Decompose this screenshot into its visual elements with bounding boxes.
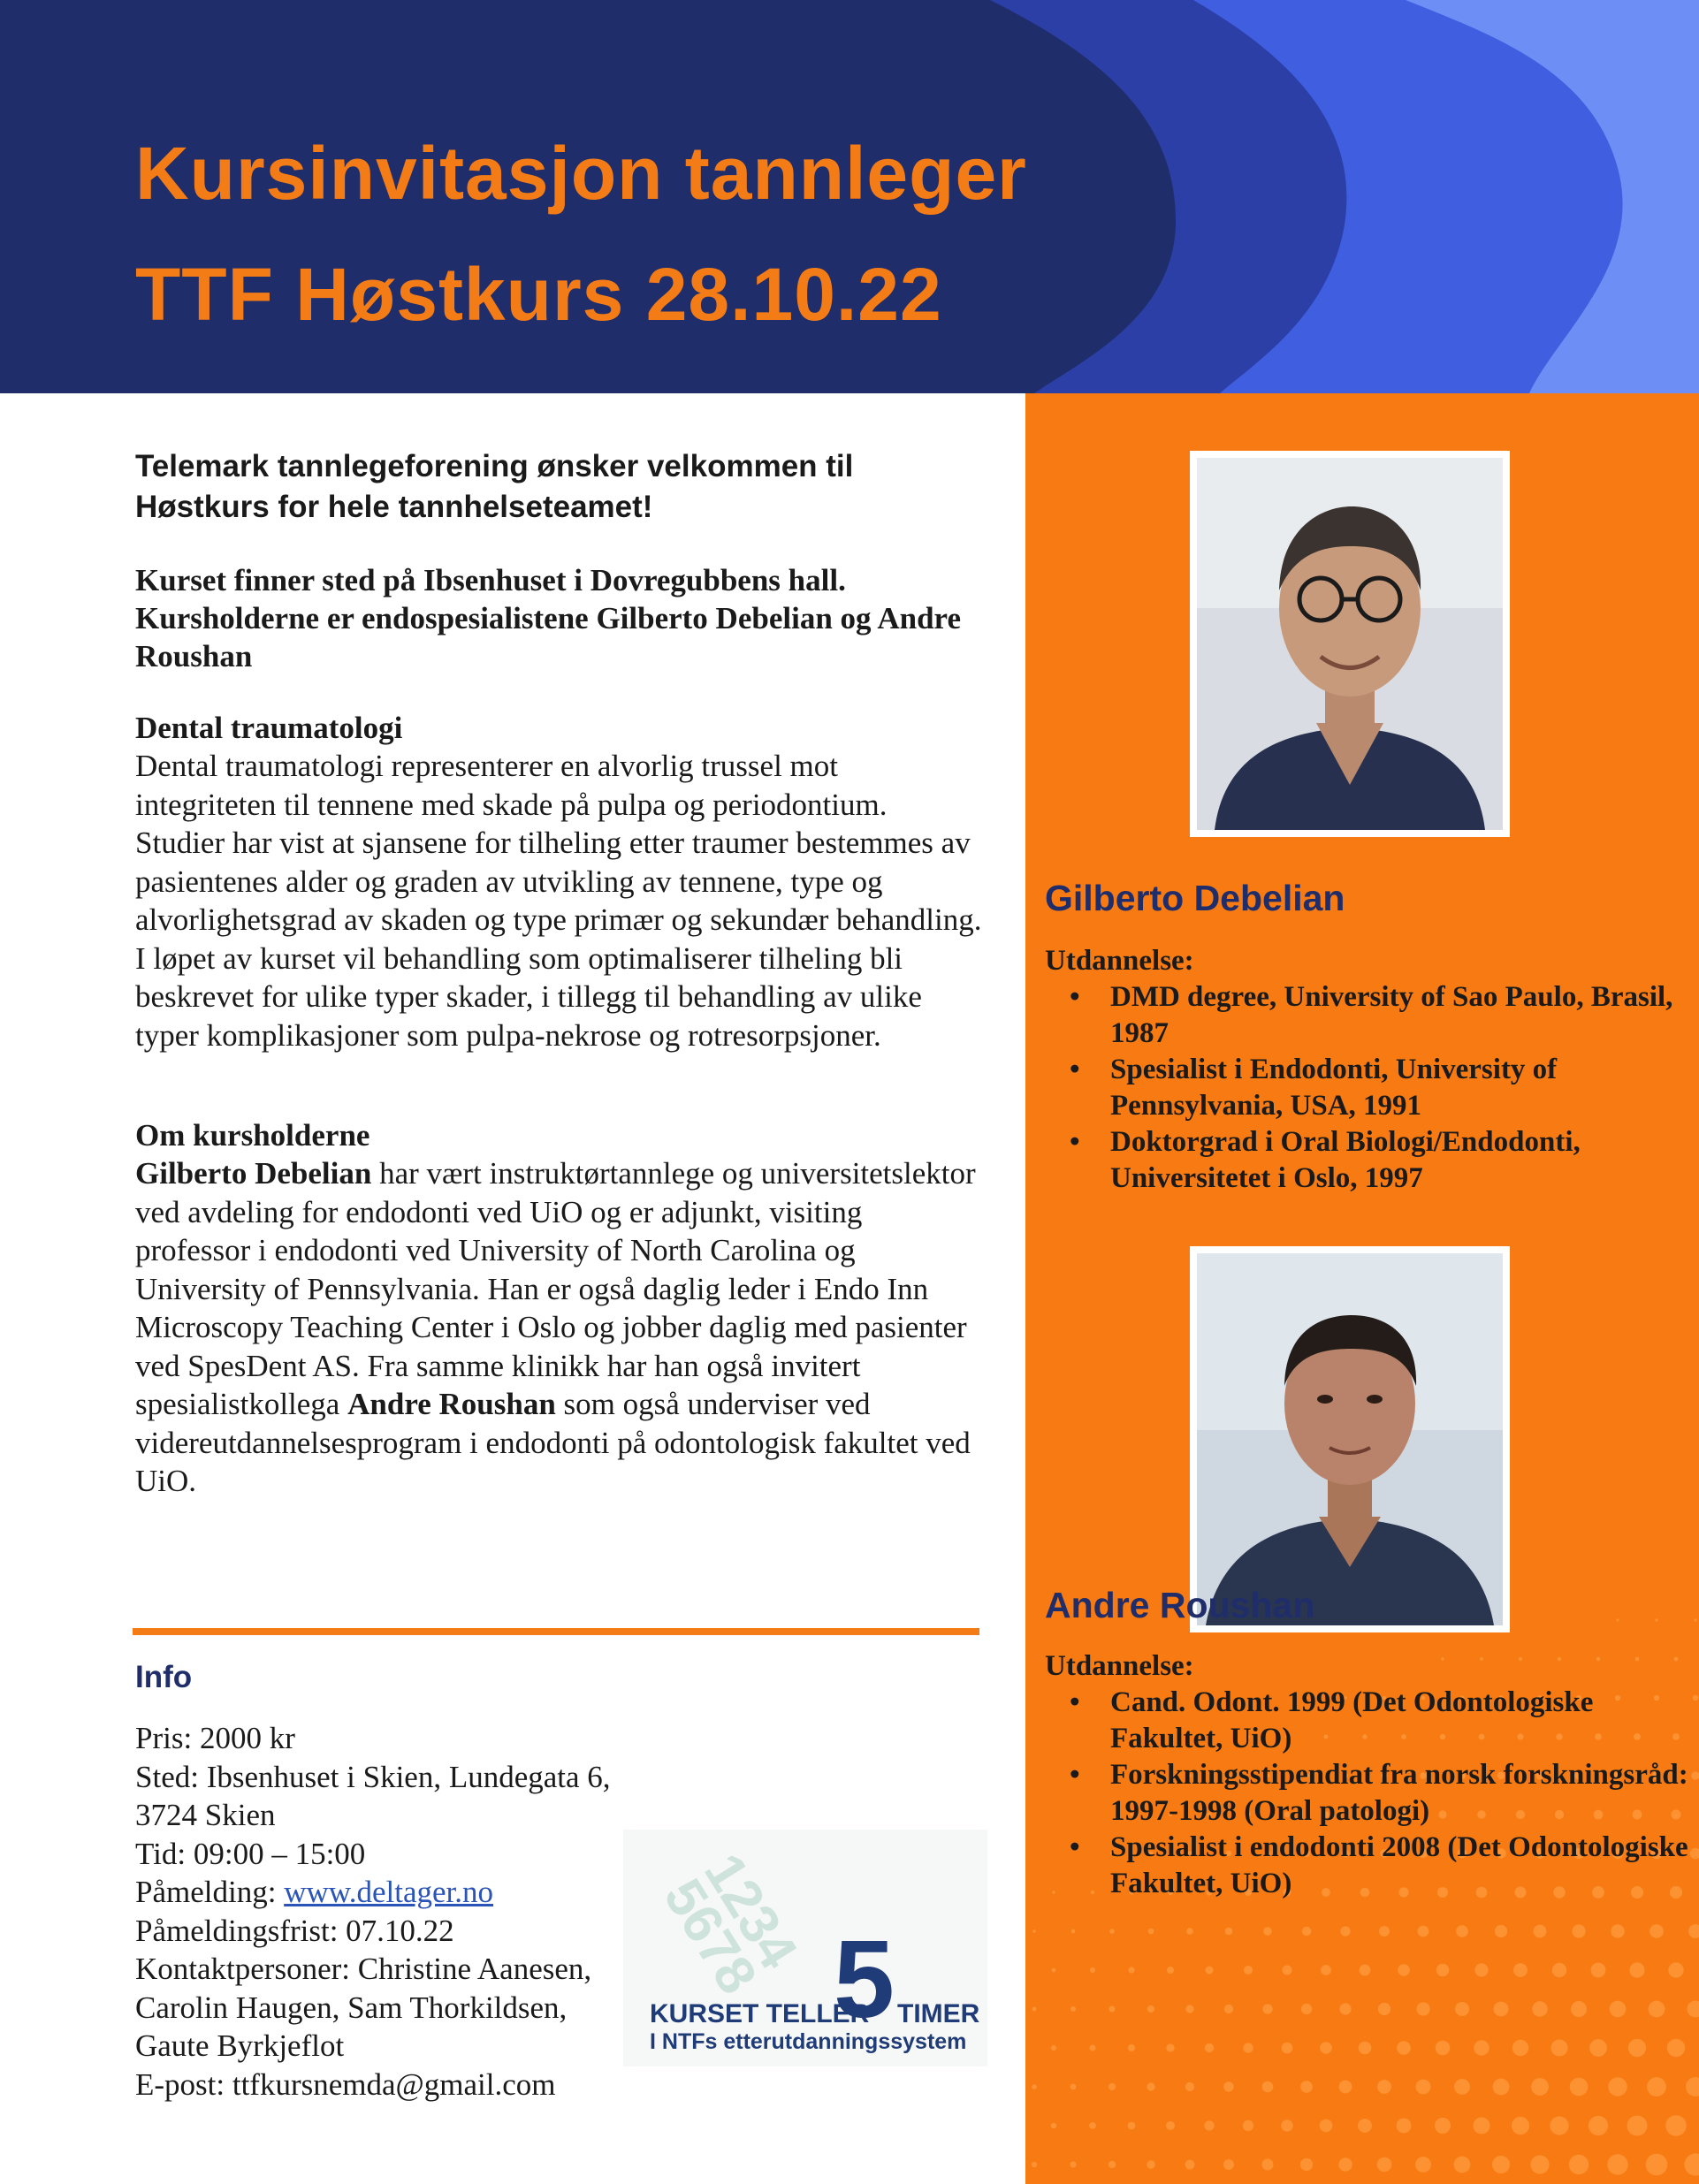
halftone-dot	[1244, 1966, 1253, 1975]
halftone-dot	[1591, 1963, 1606, 1978]
halftone-dot	[1301, 2004, 1312, 2014]
halftone-dot	[1262, 2159, 1274, 2171]
info-signup	[135, 1873, 613, 1912]
halftone-dot	[1474, 1963, 1488, 1976]
info-heading: Info	[135, 1660, 193, 1694]
halftone-dot	[1339, 2003, 1351, 2014]
halftone-dot	[1225, 1928, 1233, 1936]
halftone-dot	[1032, 1929, 1036, 1933]
halftone-dot	[1691, 1771, 1699, 1779]
halftone-dot	[1070, 2161, 1076, 2167]
halftone-dot	[1454, 2157, 1471, 2173]
halftone-dot	[1166, 2121, 1175, 2130]
education-item: • DMD degree, University of Sao Paulo, Brasil, 1987	[1045, 979, 1690, 1052]
halftone-dot	[1513, 1963, 1528, 1977]
signup-link[interactable]: www.deltager.no	[284, 1875, 494, 1909]
about-body	[135, 1154, 984, 1501]
halftone-dot	[1512, 2040, 1528, 2056]
halftone-dot	[1185, 2160, 1195, 2170]
halftone-dot	[1456, 1925, 1468, 1937]
halftone-dot	[1455, 2002, 1469, 2016]
halftone-dot	[1551, 2040, 1568, 2057]
halftone-dot	[1185, 2082, 1194, 2091]
halftone-dot	[1032, 2162, 1037, 2167]
speakers-sidebar	[1025, 393, 1699, 2184]
halftone-dot	[1147, 2160, 1155, 2169]
halftone-dot	[1492, 2156, 1510, 2173]
speaker-name-1: Gilberto Debelian	[1045, 878, 1345, 918]
about-text-1: har vært instruktørtannlege og universitetslektor ved avdeling for endodonti ved UiO og er adjunkt, visiting professor i endodonti ved University of North Carolina og University of Pennsylvania. Han er også daglig leder i Endo Inn Microscopy Teaching Center i Oslo og jobber daglig med pasienter ved SpesDent AS. Fra samme klinikk har han også invitert spesialistkollega	[135, 1156, 976, 1421]
speaker-education-2	[1045, 1648, 1690, 1902]
about-name-2: Andre Roushan	[347, 1387, 556, 1421]
halftone-dot	[1532, 2001, 1547, 2016]
halftone-dot	[1684, 2153, 1699, 2175]
halftone-dot	[1109, 2006, 1116, 2013]
halftone-dot	[1531, 2078, 1549, 2096]
halftone-dot	[1051, 2123, 1057, 2129]
halftone-dot	[1223, 2081, 1233, 2091]
halftone-dot	[1530, 2155, 1549, 2173]
halftone-dot	[1629, 1962, 1644, 1977]
halftone-dot	[1281, 2119, 1292, 2131]
halftone-dot	[1129, 1967, 1135, 1974]
education-item: • Forskningsstipendiat fra norsk forskningsråd: 1997-1998 (Oral patologi)	[1045, 1757, 1690, 1830]
halftone-dot	[1205, 2043, 1214, 2052]
halftone-dot	[1089, 2122, 1096, 2129]
halftone-dot	[1655, 1618, 1657, 1621]
halftone-dot	[1552, 1963, 1566, 1977]
education-label: Utdannelse:	[1045, 1650, 1194, 1682]
halftone-dot	[1688, 2001, 1699, 2018]
signup-label: Påmelding:	[135, 1875, 285, 1909]
halftone-dot	[1283, 1966, 1292, 1975]
halftone-dot	[1688, 1924, 1699, 1938]
halftone-dot	[1090, 2045, 1096, 2051]
halftone-dot	[1607, 2154, 1627, 2174]
halftone-dot	[1224, 2005, 1233, 2013]
halftone-dot	[1617, 1619, 1619, 1622]
halftone-dot	[1474, 2118, 1490, 2135]
halftone-dot	[1649, 2001, 1665, 2018]
halftone-dot	[1377, 2080, 1391, 2094]
halftone-dot	[1128, 2044, 1135, 2051]
halftone-dot	[1647, 2077, 1666, 2096]
halftone-dot	[1611, 1924, 1624, 1937]
halftone-dot	[1646, 2154, 1668, 2176]
halftone-dot	[1693, 1695, 1698, 1701]
ntf-course-hours-badge	[623, 1830, 987, 2066]
halftone-dot	[1416, 2080, 1431, 2095]
education-item: • Cand. Odont. 1999 (Det Odontologiske Fakultet, UiO)	[1045, 1685, 1690, 1757]
halftone-dot	[1223, 2159, 1234, 2170]
halftone-dot	[1051, 2045, 1056, 2051]
halftone-dot	[1338, 2157, 1352, 2171]
halftone-dot	[1512, 2117, 1529, 2135]
halftone-dot	[1070, 2084, 1077, 2090]
halftone-dot	[1569, 2155, 1589, 2174]
about-heading: Om kursholderne	[135, 1118, 370, 1153]
speaker-name-2: Andre Roushan	[1045, 1585, 1315, 1625]
trauma-section	[135, 709, 984, 1054]
halftone-dot	[1339, 2081, 1352, 2094]
halftone-dot	[1474, 2040, 1489, 2055]
halftone-dot	[1320, 2042, 1332, 2054]
halftone-dot	[1435, 2118, 1451, 2134]
halftone-dot	[1167, 1967, 1174, 1974]
halftone-dot	[1694, 1618, 1696, 1621]
title-line-2: TTF Høstkurs 28.10.22	[135, 253, 942, 336]
halftone-dot	[1358, 2119, 1372, 2133]
halftone-dot	[1243, 2120, 1253, 2131]
halftone-dot	[1262, 2081, 1274, 2093]
halftone-dot	[1571, 2001, 1587, 2017]
halftone-dot	[1204, 2120, 1214, 2130]
halftone-dot	[1627, 2116, 1648, 2136]
halftone-dot	[1321, 1965, 1331, 1975]
halftone-dot	[1398, 1964, 1410, 1976]
info-divider	[133, 1628, 979, 1635]
halftone-dot	[1147, 2005, 1154, 2013]
info-price: Pris: 2000 kr	[135, 1721, 295, 1755]
education-item: • Doktorgrad i Oral Biologi/Endodonti, Universitetet i Oslo, 1997	[1045, 1124, 1690, 1197]
portrait-gilberto-debelian	[1197, 458, 1503, 830]
halftone-dot	[1397, 2119, 1412, 2134]
halftone-dot	[1589, 2116, 1608, 2135]
intro-venue: Kurset finner sted på Ibsenhuset i Dovregubbens hall. Kursholderne er endospesialistene Gilberto Debelian og Andre Roushan	[135, 563, 961, 673]
info-block	[135, 1719, 613, 2104]
portrait-andre-roushan	[1197, 1253, 1503, 1625]
about-text-2: som også underviser ved videreutdannelsesprogram i endodonti på odontologisk fakultet ved UiO.	[135, 1387, 971, 1498]
header-banner	[0, 0, 1699, 393]
education-item: • Spesialist i endodonti 2008 (Det Odontologiske Fakultet, UiO)	[1045, 1830, 1690, 1902]
education-label: Utdannelse:	[1045, 945, 1194, 977]
halftone-dot	[1340, 1926, 1350, 1936]
halftone-dot	[1071, 1929, 1076, 1934]
halftone-dot	[1378, 2003, 1390, 2015]
halftone-dot	[1262, 2004, 1272, 2013]
halftone-dot	[1397, 2041, 1411, 2055]
speaker-photo-2	[1190, 1246, 1510, 1632]
halftone-dot	[1436, 1964, 1449, 1976]
halftone-dot	[1263, 1927, 1272, 1936]
badge-line2: I NTFs etterutdanningssystem	[650, 2029, 967, 2054]
halftone-dot	[1628, 2039, 1646, 2057]
halftone-dot	[1070, 2006, 1076, 2012]
info-deadline: Påmeldingsfrist: 07.10.22	[135, 1913, 454, 1948]
about-name-1: Gilberto Debelian	[135, 1156, 372, 1191]
halftone-dot	[1377, 2157, 1392, 2173]
badge-line1-left: KURSET TELLER	[650, 1999, 870, 2028]
halftone-dot	[1665, 2115, 1687, 2136]
halftone-dot	[1494, 2002, 1509, 2017]
speaker-education-1	[1045, 943, 1690, 1197]
speaker-photo-1	[1190, 451, 1510, 837]
halftone-dot	[1360, 1965, 1371, 1976]
halftone-dot	[1690, 1848, 1699, 1860]
badge-hours-number: 5	[834, 1919, 895, 2041]
education-item: • Spesialist i Endodonti, University of Pennsylvania, USA, 1991	[1045, 1052, 1690, 1124]
halftone-dot	[1493, 2079, 1510, 2096]
halftone-dot	[1032, 2007, 1037, 2012]
halftone-dot	[1359, 2042, 1372, 2055]
halftone-dot	[1550, 2116, 1568, 2135]
halftone-dot	[1534, 1925, 1547, 1938]
halftone-dot	[1608, 2077, 1627, 2096]
info-time: Tid: 09:00 – 15:00	[135, 1836, 366, 1871]
halftone-dot	[1436, 2041, 1451, 2056]
halftone-dot	[1109, 1929, 1115, 1934]
halftone-dot	[1206, 1967, 1214, 1975]
halftone-dot	[1185, 2005, 1193, 2013]
halftone-dot	[1667, 2039, 1685, 2057]
badge-line1-right: TIMER	[897, 1999, 980, 2028]
halftone-dot	[1243, 2043, 1253, 2052]
about-section	[135, 1116, 984, 1501]
halftone-dot	[1572, 1924, 1585, 1937]
halftone-dot	[1032, 2084, 1037, 2089]
halftone-dot	[1109, 2161, 1116, 2168]
info-email: E-post: ttfkursnemda@gmail.com	[135, 2066, 556, 2102]
halftone-dot	[1416, 2002, 1429, 2015]
halftone-dot	[1686, 2077, 1699, 2096]
info-place: Sted: Ibsenhuset i Skien, Lundegata 6, 3724 Skien	[135, 1759, 611, 1832]
halftone-dot	[1300, 2081, 1313, 2093]
title-line-1: Kursinvitasjon tannleger	[135, 132, 1027, 215]
halftone-dot	[1570, 2078, 1589, 2096]
halftone-dot	[1379, 1926, 1390, 1937]
halftone-dot	[1589, 2039, 1607, 2057]
halftone-dot	[1166, 2043, 1174, 2051]
halftone-dot	[1109, 2083, 1116, 2090]
trauma-heading: Dental traumatologi	[135, 711, 403, 745]
badge-digits: 1234 5678	[651, 1843, 809, 2005]
halftone-dot	[1300, 2158, 1313, 2171]
halftone-dot	[1090, 1967, 1095, 1973]
halftone-dot	[1320, 2119, 1333, 2133]
intro-lead: Telemark tannlegeforening ønsker velkommen til Høstkurs for hele tannhelseteamet!	[135, 449, 854, 524]
halftone-dot	[1147, 2082, 1154, 2090]
halftone-dot	[1649, 1924, 1664, 1938]
halftone-dot	[1148, 1929, 1154, 1935]
main-content	[135, 446, 984, 1501]
halftone-dot	[1282, 2043, 1293, 2054]
trauma-body: Dental traumatologi representerer en alvorlig trussel mot integriteten til tennene med skade på pulpa og periodontium. Studier har vist at sjansene for tilheling etter traumer bestemmes av pasientenes alder og graden av utvikling av tennene, type og alvorlighetsgrad av skaden og type primær og sekundær behandling. I løpet av kurset vil behandling som optimaliserer tilheling bli beskrevet for ulike typer skader, i tillegg til behandling av ulike typer komplikasjoner som pulpa-nekrose og rotresorpsjoner.	[135, 749, 982, 1053]
halftone-dot	[1302, 1927, 1311, 1936]
info-contacts: Kontaktpersoner: Christine Aanesen, Carolin Haugen, Sam Thorkildsen, Gaute Byrkjeflot	[135, 1952, 592, 2063]
halftone-dot	[1415, 2157, 1431, 2173]
halftone-dot	[1495, 1925, 1507, 1937]
halftone-dot	[1668, 1962, 1683, 1977]
halftone-dot	[1186, 1928, 1193, 1935]
halftone-dot	[1128, 2122, 1136, 2130]
halftone-dot	[1052, 1968, 1056, 1973]
halftone-dot	[1418, 1926, 1429, 1937]
halftone-dot	[1610, 2001, 1627, 2018]
halftone-dot	[1454, 2079, 1470, 2095]
